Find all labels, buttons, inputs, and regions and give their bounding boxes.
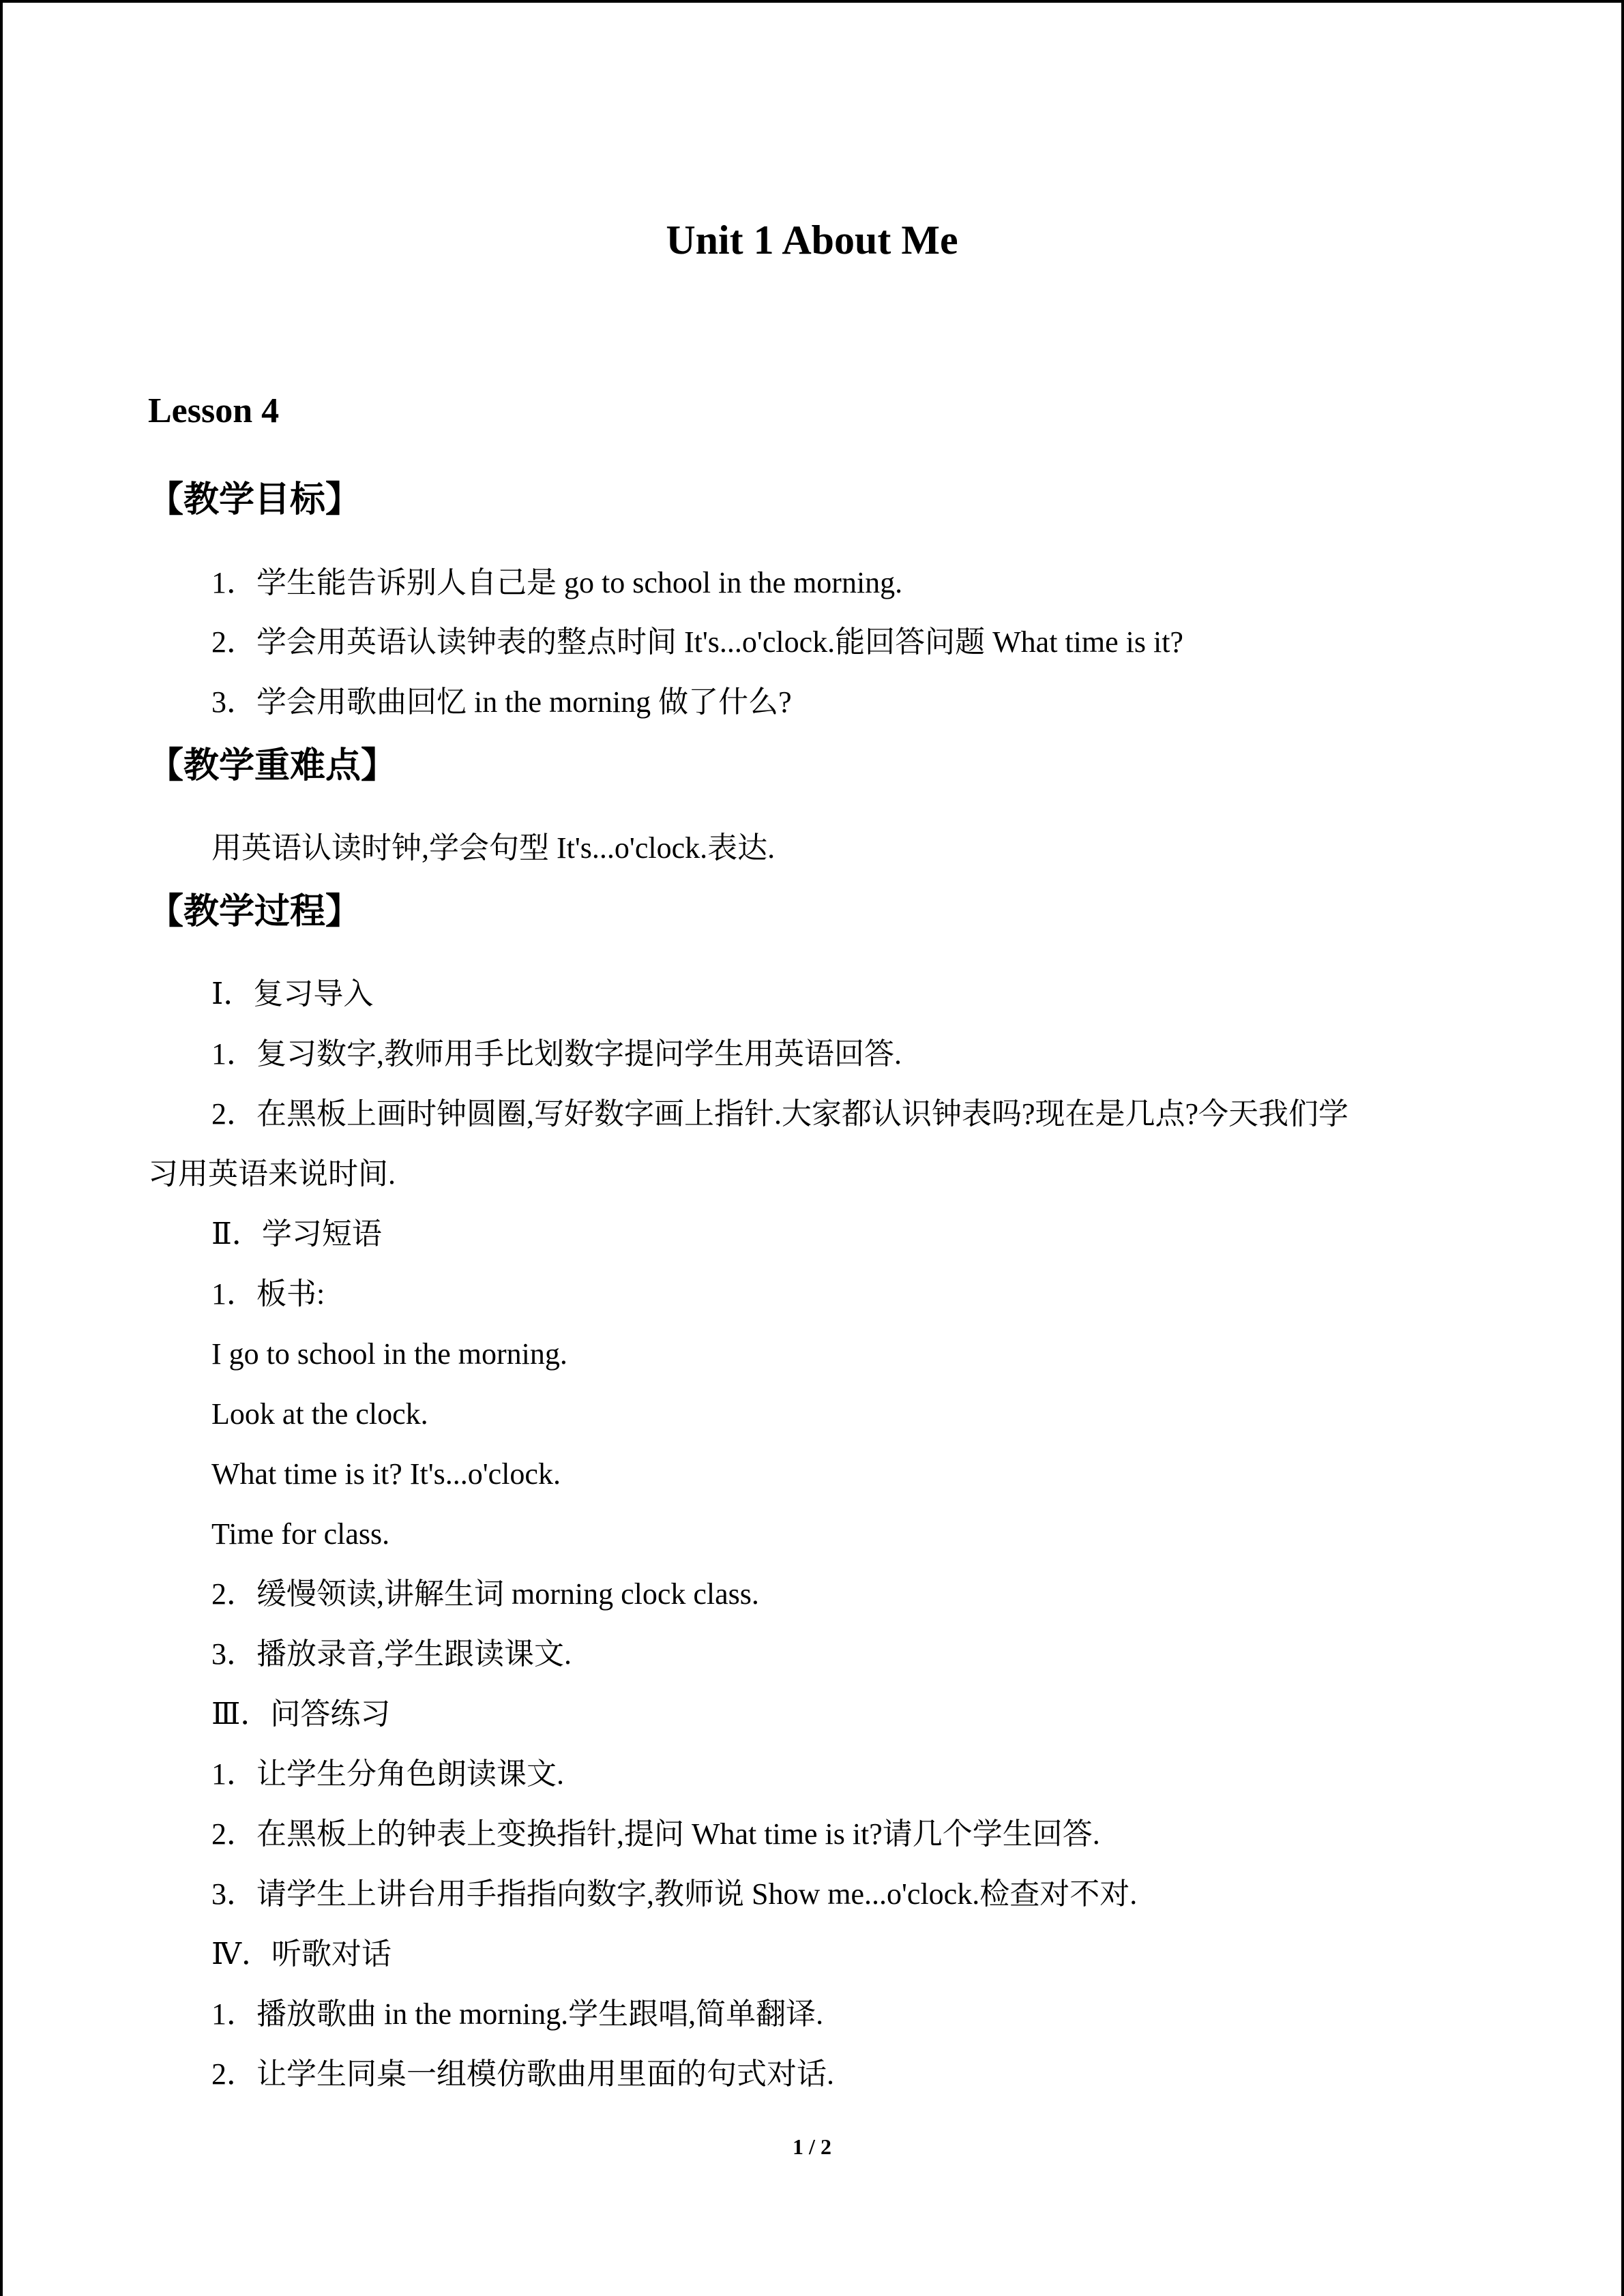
page-border-top xyxy=(0,0,1624,3)
heading-key-points: 【教学重难点】 xyxy=(148,745,397,786)
process-line: Ⅲ．问答练习 xyxy=(211,1697,391,1731)
objective-item: 1．学生能告诉别人自己是 go to school in the morning. xyxy=(211,566,903,599)
process-line: 3．请学生上讲台用手指指向数字,教师说 Show me...o'clock.检查对不对. xyxy=(211,1877,1138,1911)
objective-item: 3．学会用歌曲回忆 in the morning 做了什么? xyxy=(211,685,792,719)
process-line: 2．在黑板上画时钟圆圈,写好数字画上指针.大家都认识钟表吗?现在是几点?今天我们学 xyxy=(211,1097,1349,1131)
heading-objectives: 【教学目标】 xyxy=(148,479,361,520)
process-line: 1．让学生分角色朗读课文. xyxy=(211,1757,564,1791)
page-number: 1 / 2 xyxy=(793,2134,831,2159)
process-line: 2．让学生同桌一组模仿歌曲用里面的句式对话. xyxy=(211,2057,834,2091)
process-line: What time is it? It's...o'clock. xyxy=(211,1457,561,1491)
process-line: 1．复习数字,教师用手比划数字提问学生用英语回答. xyxy=(211,1037,902,1071)
process-line: 2．在黑板上的钟表上变换指针,提问 What time is it?请几个学生回答. xyxy=(211,1817,1100,1851)
process-line: 1．板书: xyxy=(211,1277,325,1311)
objective-item: 2．学会用英语认读钟表的整点时间 It's...o'clock.能回答问题 What time is it? xyxy=(211,625,1183,659)
page-border-left xyxy=(0,0,3,2296)
process-line: 1．播放歌曲 in the morning.学生跟唱,简单翻译. xyxy=(211,1997,824,2031)
process-line: Ⅱ．学习短语 xyxy=(211,1217,382,1251)
process-line: Look at the clock. xyxy=(211,1397,428,1431)
heading-process: 【教学过程】 xyxy=(148,891,361,932)
process-line: Ⅰ．复习导入 xyxy=(211,977,374,1011)
lesson-label: Lesson 4 xyxy=(148,391,280,430)
process-line: I go to school in the morning. xyxy=(211,1337,567,1371)
page-border-right xyxy=(1621,0,1624,2296)
document-title: Unit 1 About Me xyxy=(666,218,958,263)
key-points-text: 用英语认读时钟,学会句型 It's...o'clock.表达. xyxy=(211,831,776,865)
process-line: 2．缓慢领读,讲解生词 morning clock class. xyxy=(211,1577,759,1611)
process-line: Ⅳ．听歌对话 xyxy=(211,1937,392,1971)
process-line: 3．播放录音,学生跟读课文. xyxy=(211,1637,572,1671)
process-line: Time for class. xyxy=(211,1517,390,1551)
process-line: 习用英语来说时间. xyxy=(148,1157,396,1191)
